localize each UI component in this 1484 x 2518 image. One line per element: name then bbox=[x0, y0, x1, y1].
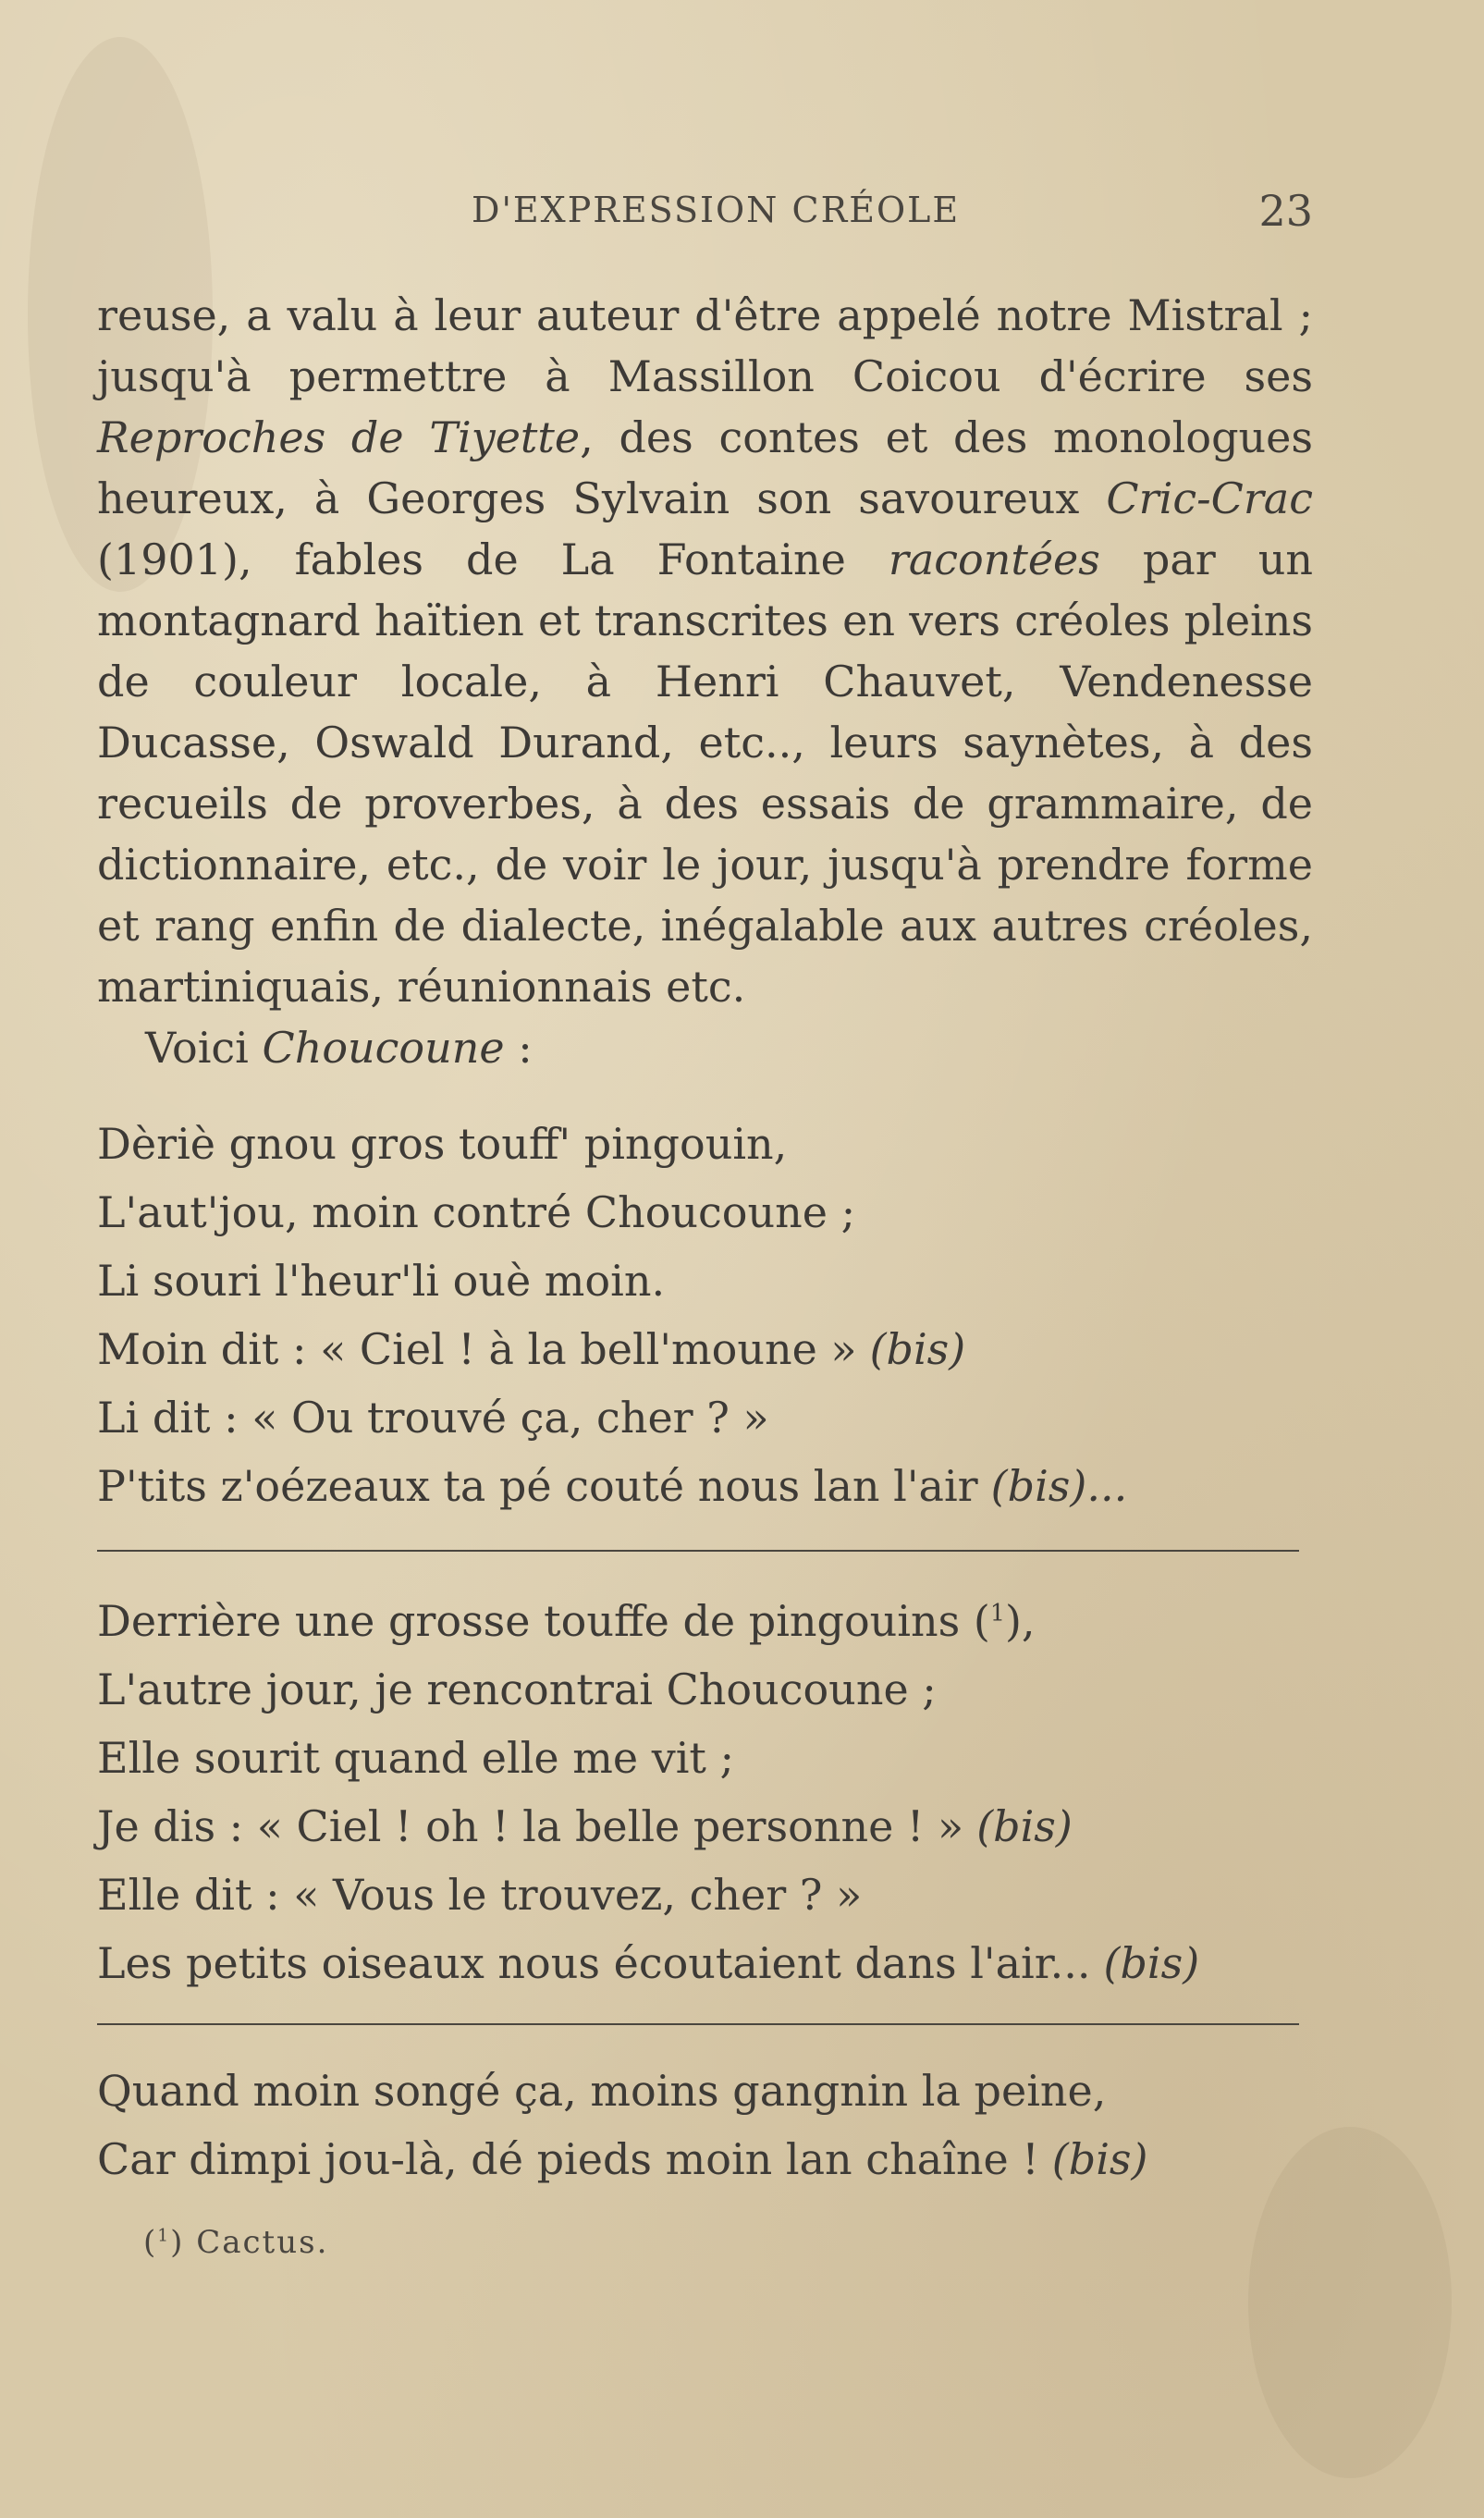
bis-marker: (bis) bbox=[976, 1801, 1073, 1851]
verse-text: Je dis : « Ciel ! oh ! la belle personne ! » bbox=[97, 1801, 964, 1851]
verse-line bbox=[97, 1792, 1318, 1861]
bis-marker: (bis) bbox=[1103, 1938, 1200, 1988]
verse-line bbox=[97, 1861, 1318, 1929]
verse-line bbox=[97, 1929, 1318, 1997]
footnote-text: Cactus. bbox=[196, 2224, 329, 2261]
verse-line bbox=[97, 1383, 1318, 1452]
work-title: Choucoune bbox=[262, 1023, 505, 1073]
footnote-ref: 1 bbox=[989, 1599, 1005, 1627]
work-title: Reproches de Tiyette bbox=[97, 412, 581, 462]
verse-text: L'autre jour, je rencontrai Choucoune ; bbox=[97, 1664, 937, 1714]
bis-marker: (bis) bbox=[869, 1324, 966, 1374]
verse-text: Car dimpi jou-là, dé pieds moin lan chaîne ! bbox=[97, 2134, 1039, 2184]
page-header bbox=[92, 186, 1313, 245]
verse-line bbox=[97, 2125, 1318, 2193]
work-title: Cric-Crac bbox=[1106, 473, 1313, 523]
verse-text: Les petits oiseaux nous écoutaient dans l'air... bbox=[97, 1938, 1091, 1988]
verse-text: Moin dit : « Ciel ! à la bell'moune » bbox=[97, 1324, 857, 1374]
text-run: : bbox=[504, 1023, 533, 1073]
verse-text: Quand moin songé ça, moins gangnin la peine, bbox=[97, 2066, 1107, 2116]
verse-line bbox=[97, 2057, 1318, 2125]
page-number: 23 bbox=[1258, 186, 1313, 236]
verse-text: Elle dit : « Vous le trouvez, cher ? » bbox=[97, 1870, 863, 1920]
verse-text: Li dit : « Ou trouvé ça, cher ? » bbox=[97, 1393, 769, 1443]
text-run: reuse, a valu à leur auteur d'être appelé notre Mistral ; jusqu'à permettre à Massillon Coicou d'écrire ses bbox=[97, 290, 1313, 401]
footnote: ($^1$) Cactus. bbox=[143, 2224, 329, 2261]
paragraph bbox=[97, 1017, 1313, 1078]
verse-text: P'tits z'oézeaux ta pé couté nous lan l'air bbox=[97, 1461, 978, 1511]
body-paragraphs bbox=[97, 285, 1313, 1078]
paragraph bbox=[97, 285, 1313, 1017]
creole-refrain bbox=[97, 2057, 1318, 2193]
section-divider bbox=[97, 2023, 1299, 2025]
verse-line bbox=[97, 1655, 1318, 1724]
italic-word: racontées bbox=[888, 534, 1100, 584]
verse-line bbox=[97, 1315, 1318, 1383]
verse-text: Dèriè gnou gros touff' pingouin, bbox=[97, 1119, 788, 1169]
section-divider bbox=[97, 1550, 1299, 1552]
verse-text: L'aut'jou, moin contré Choucoune ; bbox=[97, 1187, 856, 1237]
verse-line bbox=[97, 1110, 1318, 1178]
creole-verse bbox=[97, 1110, 1318, 1520]
verse-line bbox=[97, 1452, 1318, 1520]
verse-line bbox=[97, 1724, 1318, 1792]
text-run: , des contes et des monologues heureux, à Georges Sylvain son savoureux bbox=[97, 412, 1313, 523]
running-head: D'EXPRESSION CRÉOLE bbox=[472, 190, 961, 230]
verse-text: Elle sourit quand elle me vit ; bbox=[97, 1733, 735, 1783]
verse-text: Li souri l'heur'li ouè moin. bbox=[97, 1256, 666, 1306]
bis-marker: (bis)... bbox=[990, 1461, 1128, 1511]
text-run: Voici bbox=[145, 1023, 263, 1073]
french-translation bbox=[97, 1587, 1318, 1997]
verse-line bbox=[97, 1587, 1318, 1655]
bis-marker: (bis) bbox=[1051, 2134, 1148, 2184]
text-run: par un montagnard haïtien et transcrites en vers créoles pleins de couleur locale, à Henri Chauvet, Vendenesse Ducasse, Oswald Durand, etc.., leurs saynètes, à des recueils de proverbes, à des essais de grammaire, de dictionnaire, etc., de voir le jour, jusqu'à prendre forme et rang enfin de dialecte, inégalable aux autres créoles, martiniquais, réunionnais etc. bbox=[97, 534, 1313, 1012]
verse-line bbox=[97, 1247, 1318, 1315]
footnote-marker: 1 bbox=[157, 2226, 171, 2246]
verse-text: ), bbox=[1004, 1596, 1036, 1646]
verse-line bbox=[97, 1178, 1318, 1247]
verse-text: Derrière une grosse touffe de pingouins ( bbox=[97, 1596, 990, 1646]
text-run: (1901), fables de La Fontaine bbox=[97, 534, 889, 584]
